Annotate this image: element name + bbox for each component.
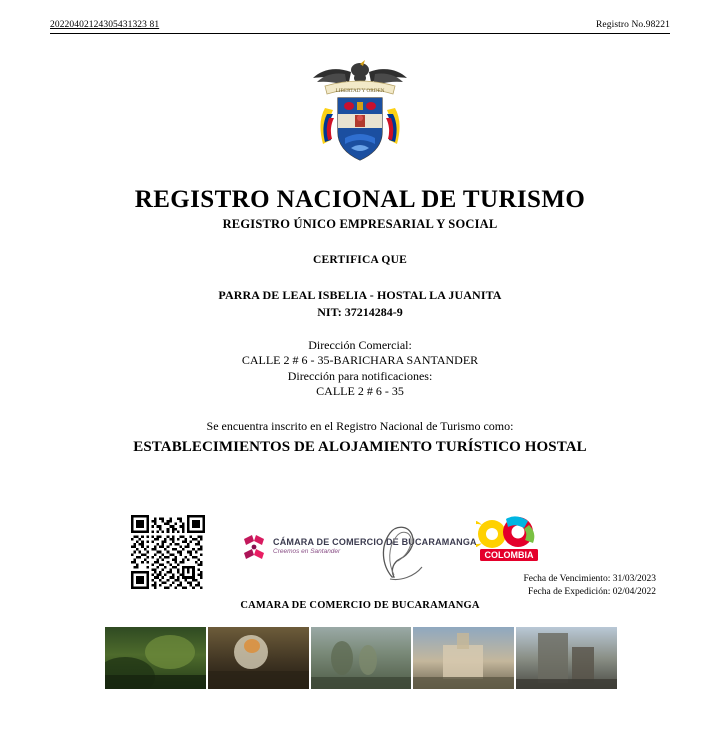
photo-rock-formation [516,627,617,689]
document-id: 20220402124305431323 81 [50,20,160,30]
address-block [36,338,684,399]
dates-block [406,573,656,599]
expiry-date: Fecha de Vencimiento: 31/03/2023 [523,574,656,584]
colombia-country-brand-logo [476,515,542,567]
coat-of-arms-container [36,52,684,172]
notification-address-value: CALLE 2 # 6 - 35 [316,384,404,399]
photo-people-statue [311,627,412,689]
holder-nit: NIT: 37214284-9 [317,305,403,319]
issue-date: Fecha de Expedición: 02/04/2022 [528,586,656,597]
notification-address-label: Dirección para notificaciones: [287,368,433,383]
registration-category: ESTABLECIMIENTOS DE ALOJAMIENTO TURÍSTICO HOSTAL [133,439,587,456]
commercial-address-label: Dirección Comercial: [308,338,412,352]
logos-row [36,505,684,595]
photo-landscape-green [105,627,206,689]
photo-bird-condor [208,627,309,689]
document-header [36,0,684,30]
svg-text:COLOMBIA: COLOMBIA [484,550,534,560]
photo-strip [105,627,617,689]
certifies-label: CERTIFICA QUE [313,254,407,266]
chamber-name-line: CÁMARA DE COMERCIO DE BUCARAMANGA [273,536,477,547]
title-block [36,186,684,320]
registry-number: Registro No.98221 [595,20,670,30]
footer-chamber-name: CAMARA DE COMERCIO DE BUCARAMANGA [240,600,480,611]
photo-church-building [413,627,514,689]
svg-text:LIBERTAD Y ORDEN: LIBERTAD Y ORDEN [335,88,385,94]
registration-statement: Se encuentra inscrito en el Registro Nacional de Turismo como: [206,419,514,434]
qr-code[interactable] [131,515,205,589]
chamber-mark-icon [241,533,267,561]
colombia-coat-of-arms-icon [305,52,415,172]
commercial-address-value: CALLE 2 # 6 - 35-BARICHARA SANTANDER [241,353,479,368]
page-subtitle: REGISTRO ÚNICO EMPRESARIAL Y SOCIAL [222,217,498,231]
chamber-tagline: Creemos en Santander [273,548,341,556]
header-divider [50,33,670,34]
page-title: REGISTRO NACIONAL DE TURISMO [134,186,586,213]
holder-name: PARRA DE LEAL ISBELIA - HOSTAL LA JUANITA [218,288,502,302]
chamber-of-commerce-logo [241,533,477,561]
